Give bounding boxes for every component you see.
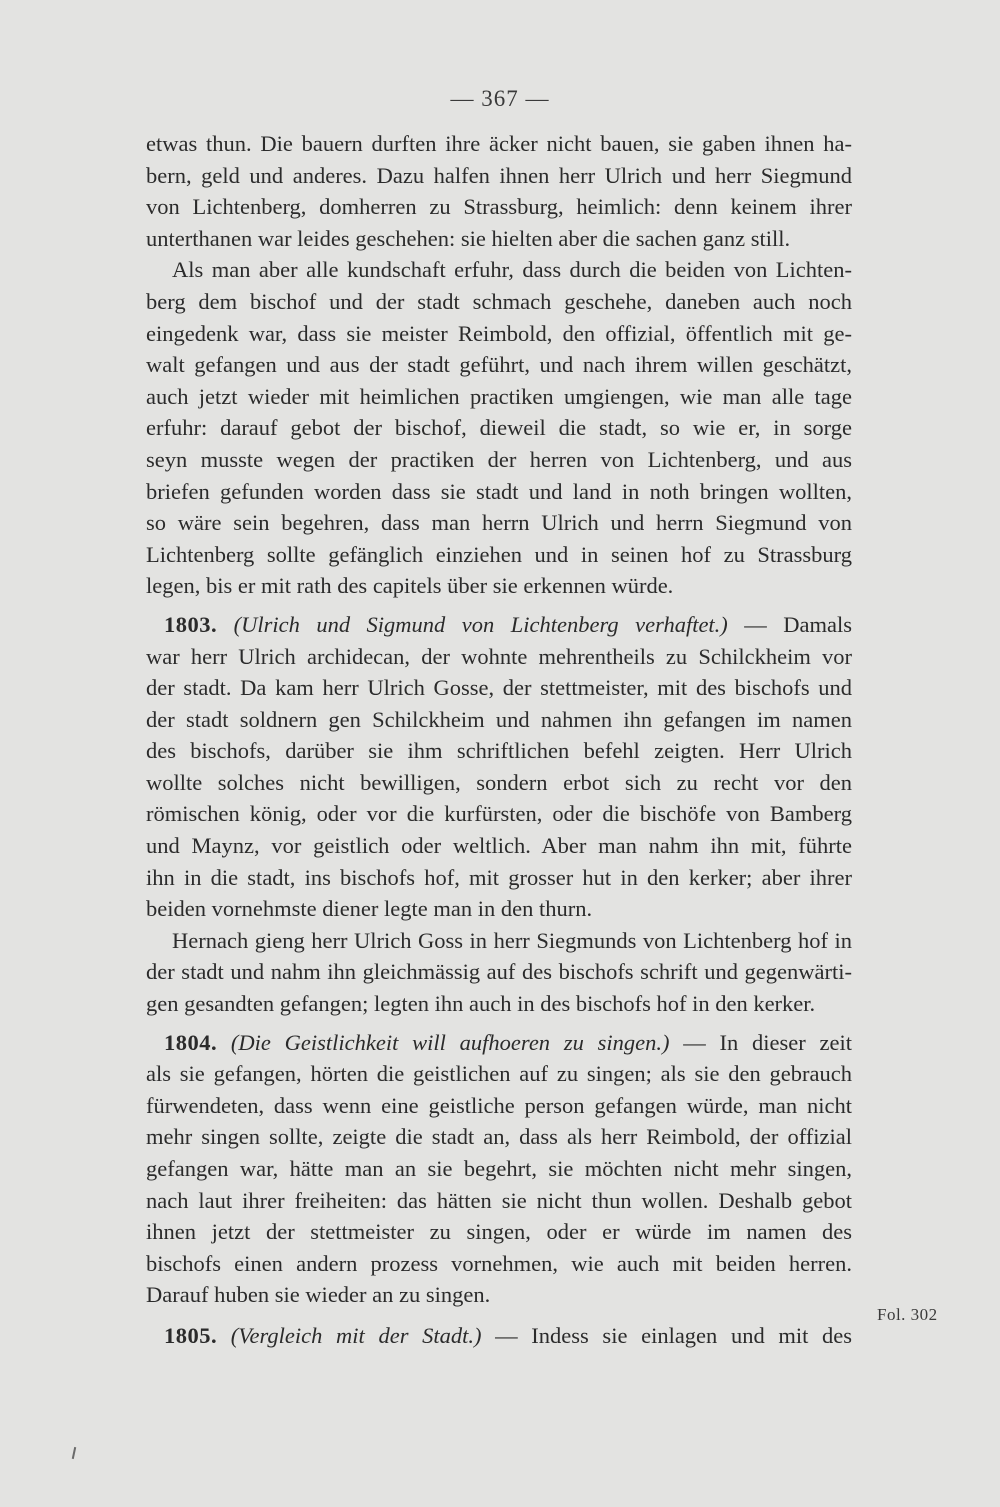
text-line: als sie gefangen, hörten die geistlichen auf zu singen; als sie den gebrauch (146, 1061, 852, 1087)
text-line: des bischofs, darüber sie ihm schriftlichen befehl zeigten. Herr Ulrich (146, 738, 852, 764)
text-line: auch jetzt wieder mit heimlichen practiken umgiengen, wie man alle tage (146, 383, 852, 409)
text-line: war herr Ulrich archidecan, der wohnte mehrentheils zu Schilckheim vor (146, 643, 852, 669)
text-line: bern, geld und anderes. Dazu halfen ihnen herr Ulrich und herr Siegmund (146, 162, 852, 188)
entry-number: 1805. (164, 1322, 218, 1348)
text-line: nach laut ihrer freiheiten: das hätten sie nicht thun wollen. Deshalb gebot (146, 1187, 852, 1213)
text-line: so wäre sein begehren, dass man herrn Ulrich und herrn Siegmund von (146, 510, 852, 536)
text-line: Darauf huben sie wieder an zu singen. (146, 1282, 491, 1308)
text-line: legen, bis er mit rath des capitels über sie erkennen würde. (146, 573, 674, 599)
text-line: gefangen war, hätte man an sie begehrt, sie möchten nicht mehr singen, (146, 1156, 852, 1181)
text-line: erfuhr: darauf gebot der bischof, dieweil die stadt, so wie er, in sorge (146, 415, 852, 441)
text-line: bischofs einen andern prozess vornehmen, wie auch mit beiden herren. (146, 1250, 852, 1276)
entry-title: (Vergleich mit der Stadt.) (230, 1322, 482, 1348)
text-line: der stadt. Da kam herr Ulrich Gosse, der stettmeister, mit des bischofs und (146, 675, 852, 701)
text-line: römischen könig, oder vor die kurfürsten, oder die bischöfe von Bamberg (146, 801, 852, 827)
text-line: fürwendeten, dass wenn eine geistliche person gefangen würde, man nicht (146, 1092, 852, 1118)
text-line: ihn in die stadt, ins bischofs hof, mit grosser hut in den kerker; aber ihrer (146, 864, 852, 890)
text-line: beiden vornehmste diener legte man in den thurn. (146, 896, 593, 922)
entry-text: — Damals (744, 611, 853, 637)
entry-heading-1803 (146, 609, 852, 641)
text-line: wollte solches nicht bewilligen, sondern erbot sich zu recht vor den (146, 769, 852, 795)
body-text (146, 128, 852, 1352)
entry-number: 1804. (164, 1029, 218, 1055)
text-line: unterthanen war leides geschehen: sie hielten aber die sachen ganz still. (146, 225, 791, 251)
text-line: mehr singen sollte, zeigte die stadt an, dass als herr Reimbold, der offizial (146, 1124, 852, 1150)
entry-heading-1805 (146, 1320, 852, 1352)
text-line: etwas thun. Die bauern durften ihre äcker nicht bauen, sie gaben ihnen ha- (146, 131, 852, 156)
entry-title: (Die Geistlichkeit will aufhoeren zu singen.) (230, 1029, 670, 1055)
text-line: berg dem bischof und der stadt schmach geschehe, daneben auch noch (146, 288, 852, 314)
ink-mark (72, 1447, 76, 1459)
text-line: Als man aber alle kundschaft erfuhr, dass durch die beiden von Lichten- (172, 257, 852, 283)
text-line: der stadt soldnern gen Schilckheim und nahmen ihn gefangen im namen (146, 706, 852, 732)
text-line: briefen gefunden worden dass sie stadt und land in noth bringen wollten, (146, 478, 852, 504)
page-number: — 367 — (450, 86, 550, 111)
entry-text: — Indess sie einlagen und mit des (495, 1322, 852, 1348)
text-line: von Lichtenberg, domherren zu Strassburg, heimlich: denn keinem ihrer (146, 194, 852, 220)
text-line: Lichtenberg sollte gefänglich einziehen und in seinen hof zu Strassburg (146, 541, 852, 567)
entry-text: — In dieser zeit (683, 1029, 853, 1055)
text-line: und Maynz, vor geistlich oder weltlich. Aber man nahm ihn mit, führte (146, 833, 852, 859)
text-line: Hernach gieng herr Ulrich Goss in herr Siegmunds von Lichtenberg hof in (172, 927, 852, 953)
text-line: ihnen jetzt der stettmeister zu singen, oder er würde im namen des (146, 1219, 852, 1245)
text-line: der stadt und nahm ihn gleichmässig auf des bischofs schrift und gegenwärti- (146, 959, 852, 985)
entry-title: (Ulrich und Sigmund von Lichtenberg verhaftet.) (233, 611, 728, 637)
text-line: walt gefangen und aus der stadt geführt, und nach ihrem willen geschätzt, (146, 352, 852, 378)
entry-number: 1803. (164, 611, 218, 637)
entry-heading-1804 (146, 1027, 852, 1059)
folio-margin-note: Fol. 302 (877, 1305, 938, 1324)
text-line: gen gesandten gefangen; legten ihn auch in des bischofs hof in den kerker. (146, 991, 816, 1017)
text-line: eingedenk war, dass sie meister Reimbold, den offizial, öffentlich mit ge- (146, 320, 852, 346)
text-line: seyn musste wegen der practiken der herren von Lichtenberg, und aus (146, 446, 852, 472)
